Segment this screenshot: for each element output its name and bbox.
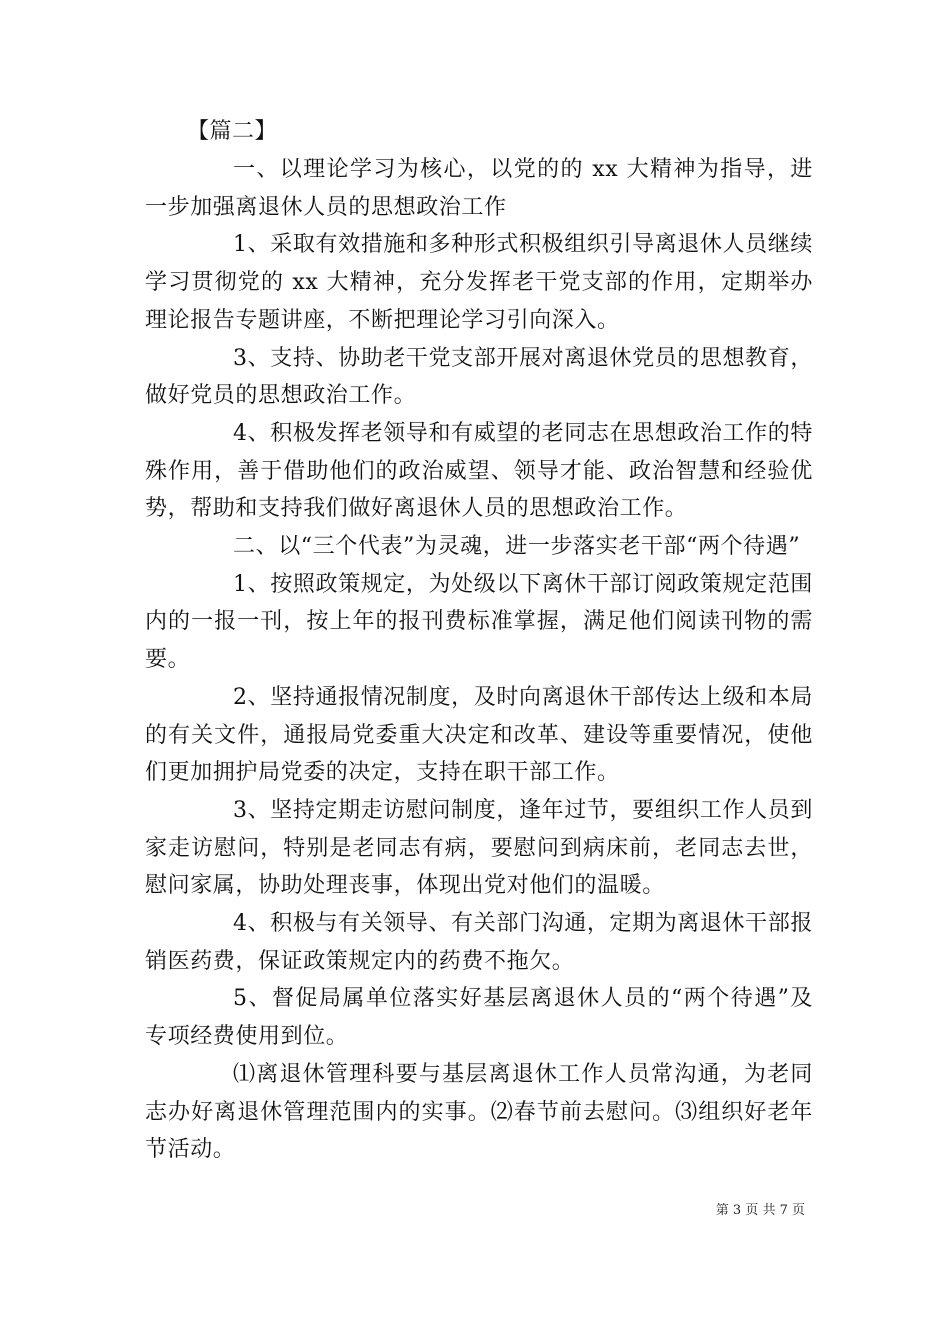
paragraph-item-3: 3、支持、协助老干党支部开展对离退休党员的思想教育，做好党员的思想政治工作。 — [145, 345, 813, 409]
paragraph-item-4-b: 4、积极与有关领导、有关部门沟通，定期为离退休干部报销医药费，保证政策规定内的药费不拖欠。 — [145, 911, 813, 974]
paragraph-item-1: 1、采取有效措施和多种形式积极组织引导离退休人员继续学习贯彻党的 xx 大精神，充分发挥老干党支部的作用，定期举办理论报告专题讲座，不断把理论学习引向深入。 — [145, 232, 813, 333]
section-heading: 【篇二】 — [187, 119, 278, 144]
paragraph-item-2-b: 2、坚持通报情况制度，及时向离退休干部传达上级和本局的有关文件，通报局党委重大决定和改革、建设等重要情况，使他们更加拥护局党委的决定，支持在职干部工作。 — [145, 684, 813, 786]
page-number-footer: 第 3 页 共 7 页 — [715, 1203, 805, 1218]
paragraph-item-5-b: 5、督促局属单位落实好基层离退休人员的“两个待遇”及专项经费使用到位。 — [145, 986, 813, 1050]
paragraph-item-4: 4、积极发挥老领导和有威望的老同志在思想政治工作的特殊作用，善于借助他们的政治威望、领导才能、政治智慧和经验优势，帮助和支持我们做好离退休人员的思想政治工作。 — [145, 420, 813, 522]
paragraph-section-two-title: 二、以“三个代表”为灵魂，进一步落实老干部“两个待遇” — [233, 534, 801, 560]
document-body — [145, 113, 813, 1169]
paragraph-item-1-b: 1、按照政策规定，为处级以下离休干部订阅政策规定范围内的一报一刊，按上年的报刊费标准掌握，满足他们阅读刊物的需要。 — [145, 571, 813, 673]
paragraph-sub-items: ⑴离退休管理科要与基层离退休工作人员常沟通，为老同志办好离退休管理范围内的实事。⑵春节前去慰问。⑶组织好老年节活动。 — [145, 1061, 813, 1163]
paragraph-section-one-title: 一、以理论学习为核心，以党的的 xx 大精神为指导，进一步加强离退休人员的思想政治工作 — [145, 157, 813, 220]
paragraph-item-3-b: 3、坚持定期走访慰问制度，逢年过节，要组织工作人员到家走访慰问，特别是老同志有病，要慰问到病床前，老同志去世，慰问家属，协助处理丧事，体现出党对他们的温暖。 — [145, 797, 813, 899]
